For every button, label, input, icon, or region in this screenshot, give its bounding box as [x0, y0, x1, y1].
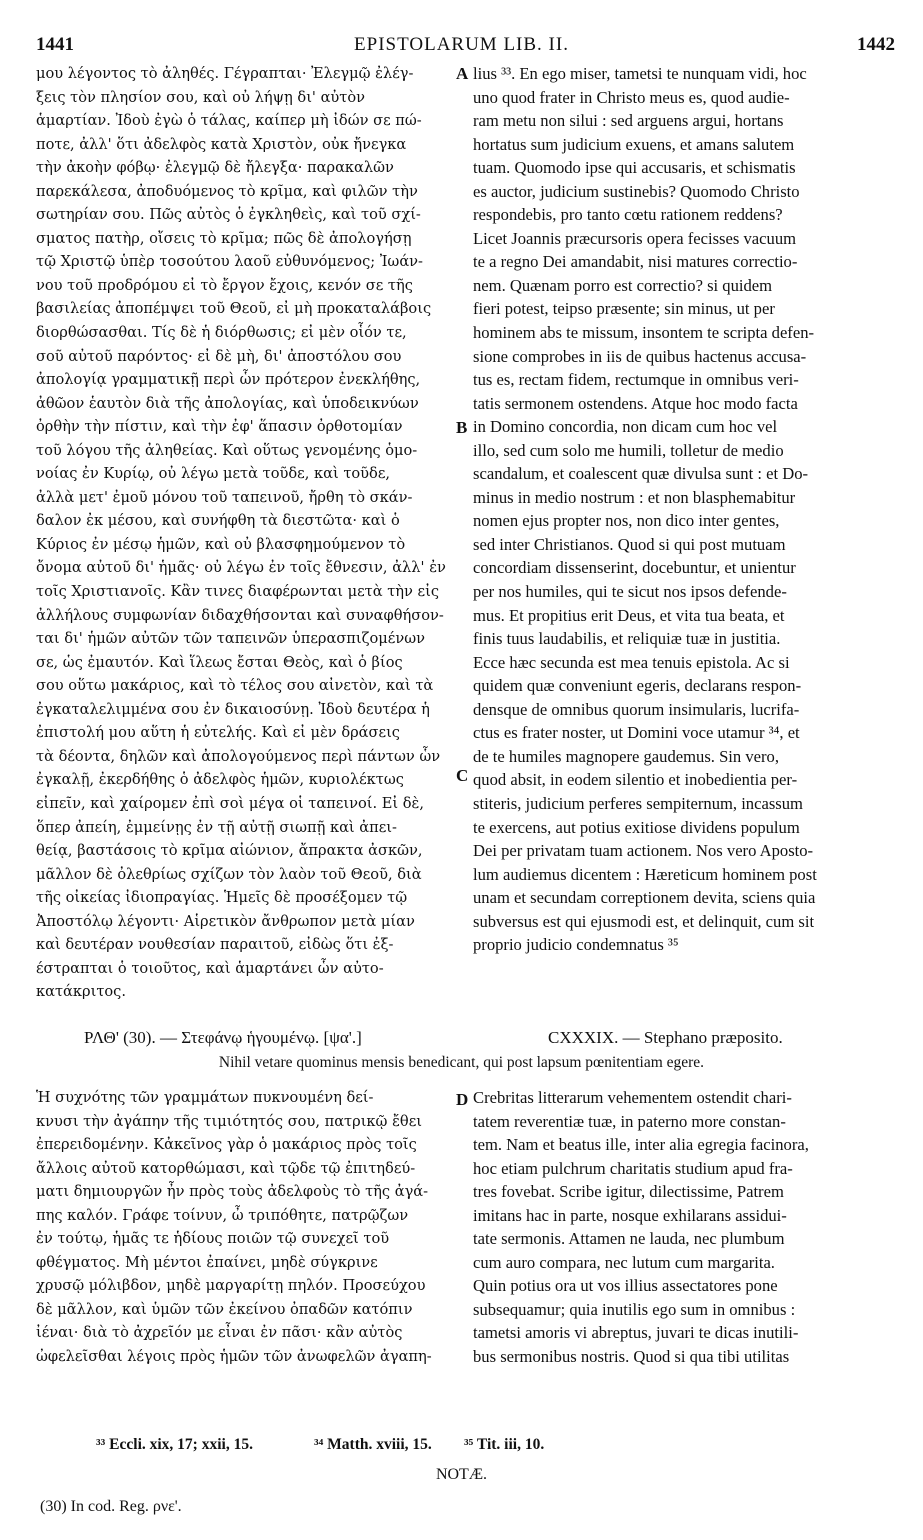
latin-text-line: quidem quæ conveniunt egeris, declarans respon- — [473, 676, 802, 696]
greek-text-line: ἐπερειδομένην. Κἀκεῖνος γὰρ ὁ μακάριος πρὸς τοῖς — [36, 1136, 417, 1154]
right-page-number: 1442 — [857, 34, 895, 55]
greek-text-line: ἀλλὰ μετ' ἐμοῦ μόνου τοῦ ταπεινοῦ, ἤρθη τὸ σκάν- — [36, 488, 413, 506]
latin-text-line: uno quod frater in Christo meus es, quod audie- — [473, 87, 790, 107]
lower-greek-column — [36, 1086, 454, 1369]
latin-text-line: quod absit, in eodem silentio et inobedientia per- — [473, 770, 798, 790]
greek-text-line: νου τοῦ προδρόμου εἰ τὸ ἔργον ἔχοις, κενόν σε τῆς — [36, 276, 413, 294]
lower-latin-column — [473, 1086, 891, 1369]
latin-text-line: tatis sermonem ostendens. Atque hoc modo facta — [473, 393, 798, 413]
latin-text-line: stiteris, judicium perferes sempiternum, incassum — [473, 793, 803, 813]
margin-marker-a: A — [456, 64, 469, 83]
latin-text-line: concordiam dissenserint, docebuntur, et unientur — [473, 558, 796, 578]
greek-text-line: τοῖς Χριστιανοῖς. Κἂν τινες διαφέρωνται μετὰ τὴν εἰς — [36, 583, 440, 601]
latin-text-line: tus es, rectam fidem, rectumque in omnibus veri- — [473, 370, 799, 390]
greek-text-line: τῷ Χριστῷ ὑπὲρ τοσούτου λαοῦ εὐθυνόμενος; Ἰωάν- — [36, 253, 423, 271]
greek-text-line: ξεις τὸν πλησίον σου, καὶ οὐ λήψῃ δι' αὐτὸν — [36, 88, 366, 106]
greek-text-line: ὄνομα αὐτοῦ δι' ἡμᾶς· οὐ λέγω ἐν τοῖς ἔθνεσιν, ἀλλ' ἐν — [36, 559, 446, 577]
greek-text-line: ἀπολογίᾳ γραμματικῇ περὶ ὧν πρότερον ἐνεκλήθης, — [36, 371, 421, 389]
latin-text-line: minus in medio nostrum : et non blasphemabitur — [473, 487, 796, 507]
greek-text-line: ὀρθὴν τὴν πίστιν, καὶ τὴν ἐφ' ἅπασιν ὀρθοτομίαν — [36, 418, 403, 436]
greek-text-line: ἐγκαλῇ, ἐκερδήθης ὁ ἀδελφὸς ἡμῶν, κυριολέκτως — [36, 771, 404, 789]
latin-text-line: sione comprobes in iis de quibus hactenus accusa- — [473, 346, 807, 366]
greek-text-line: φθέγματος. Μὴ μέντοι ἐπαίνει, μηδὲ σύγκρινε — [36, 1253, 378, 1271]
latin-text-line: te a regno Dei amandabit, nisi matures correctio- — [473, 252, 798, 272]
latin-text-line: Dei per privatam tuam actionem. Nos vero Aposto- — [473, 841, 814, 861]
greek-text-line: βασιλείας ἀποπέμψει τοῦ Θεοῦ, εἰ μὴ προκαταλάβοις — [36, 300, 432, 318]
greek-text-line: εἰπεῖν, καὶ χαίρομεν ἐπὶ σοὶ μέγα οἱ ταπεινοί. Εἰ δὲ, — [36, 794, 425, 812]
footnote-35: ³⁵ Tit. iii, 10. — [464, 1436, 545, 1453]
greek-text-line: ἄλλοις αὐτοῦ κατορθώμασι, καὶ τῷδε τῷ ἐπιτηδεύ- — [36, 1159, 416, 1177]
greek-text-line: ἐγκαταλελιμμένα σου ἐν δικαιοσύνῃ. Ἰδοὺ δευτέρα ἡ — [36, 700, 430, 718]
latin-text-line: subversus est qui ejusmodi est, et delinquit, cum sit — [473, 911, 815, 931]
latin-text-line: per nos humiles, qui te sicut nos ipsos defende- — [473, 582, 787, 602]
latin-text-line: densque de omnibus quorum insimularis, lucrifa- — [473, 699, 800, 719]
greek-text-line: κατάκριτος. — [36, 983, 126, 1001]
greek-text-line: ποτε, ἀλλ' ὅτι ἀδελφὸς κατὰ Χριστὸν, οὐκ ἤνεγκα — [36, 135, 407, 153]
greek-text-line: ἀλλήλους συμφωνίαν διδαχθήσονται καὶ συναφθήσον- — [36, 606, 444, 624]
greek-text-line: ἰέναι· διὰ τὸ ἀχρεῖόν με εἶναι ἐν πᾶσι· κἂν αὐτὸς — [36, 1324, 403, 1342]
greek-text-line: τὰ δέοντα, δηλῶν καὶ ἀπολογούμενος περὶ πάντων ὧν — [36, 747, 441, 765]
latin-text-line: hominem abs te missum, insontem te scripta defen- — [473, 323, 815, 343]
latin-text-line: in Domino concordia, non dicam cum hoc vel — [473, 417, 778, 437]
footnote-33: ³³ Eccli. xix, 17; xxii, 15. — [96, 1436, 253, 1453]
latin-text-line: mus. Et propitius erit Deus, et vita tua beata, et — [473, 605, 785, 625]
greek-text-line: ται δι' ἡμῶν αὐτῶν τῶν ταπεινῶν ὑπερασπιζομένων — [36, 630, 425, 648]
latin-text-line: imitans hac in parte, nosque exhilarans assidui- — [473, 1205, 787, 1225]
latin-text-line: sed inter Christianos. Quod si qui post mutuam — [473, 534, 786, 554]
running-title: EPISTOLARUM LIB. II. — [354, 34, 569, 55]
latin-text-line: unam et secundam correptionem devita, sciens quia — [473, 888, 816, 908]
latin-text-line: scandalum, et coalescent quæ divulsa sunt : et Do- — [473, 464, 809, 484]
latin-text-line: proprio judicio condemnatus ³⁵ — [473, 935, 679, 955]
greek-text-line: ἐπιστολή μου αὕτη ἡ εὐτελής. Καὶ εἰ μὲν δράσεις — [36, 724, 400, 742]
margin-marker-d: D — [456, 1090, 469, 1109]
greek-text-line: δὲ μᾶλλον, καὶ ὑμῶν τῶν ἐκείνου ὀπαδῶν κατόπιν — [36, 1300, 413, 1318]
latin-text-line: tres fovebat. Scribe igitur, dilectissime, Patrem — [473, 1182, 784, 1202]
latin-text-line: Licet Joannis præcursoris opera fecisses vacuum — [473, 228, 797, 248]
margin-marker-c: C — [456, 766, 469, 785]
greek-text-line: πης καλόν. Γράφε τοίνυν, ὦ τριπόθητε, πατρῷζων — [36, 1206, 409, 1224]
greek-text-line: μου λέγοντος τὸ ἀληθές. Γέγραπται· Ἐλεγμῷ ἐλέγ- — [36, 65, 414, 82]
greek-text-line: Ἀποστόλῳ λέγοντι· Αἱρετικὸν ἄνθρωπον μετὰ μίαν — [36, 912, 415, 930]
latin-text-line: tem. Nam et beatus ille, inter alia egregia facinora, — [473, 1135, 809, 1155]
greek-text-line: σματος πατὴρ, οἴσεις τὸ κρῖμα; πῶς δὲ ἀπολογήσῃ — [36, 229, 412, 247]
greek-text-line: τὴν ἀκοὴν φόβῳ· ἐλεγμῷ δὲ ἤλεγξα· παρακαλῶν — [36, 159, 394, 177]
greek-text-line: σωτηρίαν σου. Πῶς αὐτὸς ὁ ἐγκληθεὶς, καὶ τοῦ σχί- — [36, 206, 421, 224]
latin-text-line: es auctor, judicium sustinebis? Quomodo Christo — [473, 181, 800, 201]
latin-text-line: te exercens, aut potius exitiose dividens populum — [473, 817, 800, 837]
left-page-number: 1441 — [36, 34, 74, 55]
greek-text-line: δαλον ἐκ μέσου, καὶ συνήφθη τὰ διεστῶτα· καὶ ὁ — [36, 512, 400, 530]
greek-text-line: χρυσῷ μόλιβδον, μηδὲ μαργαρίτῃ πηλόν. Προσεύχου — [36, 1277, 426, 1295]
latin-text-line: ctus es frater noster, ut Domini voce utamur ³⁴, et — [473, 723, 800, 743]
footnote-34: ³⁴ Matth. xviii, 15. — [314, 1436, 432, 1453]
letter-summary: Nihil vetare quominus mensis benedicant, qui post lapsum pœnitentiam egere. — [218, 1054, 705, 1071]
latin-text-line: ram metu non silui : sed arguens argui, hortans — [473, 111, 784, 131]
greek-text-line: σοῦ αὐτοῦ παρόντος· εἰ δὲ μὴ, δι' ἀποστόλου σου — [36, 347, 402, 365]
page-header — [0, 34, 923, 58]
latin-letter-title: CXXXIX. — Stephano præposito. — [548, 1028, 783, 1047]
latin-text-line: de te humiles magnopere gaudemus. Sin vero, — [473, 746, 779, 766]
greek-text-line: τῆς οἰκείας ἰδιοπραγίας. Ἡμεῖς δὲ προσέξομεν τῷ — [36, 889, 408, 907]
latin-text-line: subsequamur; quia inutilis ego sum in omnibus : — [473, 1299, 796, 1319]
latin-text-line: tametsi amoris vi abreptus, juvari te dicas inutili- — [473, 1323, 799, 1343]
greek-text-line: παρεκάλεσα, ἀποδυόμενος τὸ κρῖμα, καὶ φιλῶν τὴν — [36, 182, 418, 200]
latin-text-line: nomen ejus propter nos, non dico inter gentes, — [473, 511, 780, 531]
latin-text-line: illo, sed cum solo me humili, tolletur de medio — [473, 440, 784, 460]
latin-text-line: lum audiemus dicentem : Hæreticum hominem post — [473, 864, 817, 884]
footnotes — [96, 1436, 916, 1462]
notae-heading: NOTÆ. — [435, 1466, 488, 1483]
greek-text-line: ματι δημιουργῶν ἦν πρὸς τοὺς ἀδελφοὺς τὸ τῆς ἀγά- — [36, 1183, 429, 1201]
latin-text-line: cum auro compara, nec lutum cum margarita. — [473, 1252, 775, 1272]
greek-text-line: σε, ὡς ἐμαυτόν. Καὶ ἵλεως ἔσται Θεὸς, καὶ ὁ βίος — [36, 653, 403, 671]
greek-text-line: ἐν τούτῳ, ἡμᾶς τε ἡδίους ποιῶν τῷ συνεχεῖ τοῦ — [36, 1230, 390, 1248]
latin-text-line: tate sermonis. Attamen ne lauda, nec plumbum — [473, 1229, 785, 1249]
latin-text-line: hoc etiam pulchrum charitatis studium apud fra- — [473, 1158, 793, 1178]
upper-latin-column — [473, 62, 891, 957]
greek-text-line: ὅπερ ἀπείη, ἐμμείνῃς ἐν τῇ αὐτῇ σιωπῇ καὶ ἀπει- — [36, 818, 397, 836]
latin-text-line: bus sermonibus nostris. Quod si qua tibi utilitas — [473, 1347, 790, 1367]
greek-text-line: έστραπται ὁ τοιοῦτος, καὶ ἁμαρτάνει ὧν αὐτο- — [36, 959, 384, 977]
greek-letter-title: ΡΛΘ' (30). — Στεφάνῳ ἡγουμένῳ. [ψα'.] — [84, 1028, 362, 1047]
greek-text-line: τοῦ λόγου τῆς ἀληθείας. Καὶ οὕτως γενομένης ὁμο- — [36, 441, 418, 459]
greek-text-line: θείᾳ, βαστάσοις τὸ κρῖμα αἰώνιον, ἄπρακτα ἀσκῶν, — [36, 842, 423, 860]
latin-text-line: hortatus sum judicium exuens, et amans salutem — [473, 134, 795, 154]
greek-text-line: Ἡ συχνότης τῶν γραμμάτων πυκνουμένη δεί- — [36, 1089, 374, 1106]
greek-text-line: ἀθῶον ἑαυτὸν διὰ τῆς ἀπολογίας, καὶ ὑποδεικνύων — [36, 394, 419, 412]
greek-text-line: ὠφελεῖσθαι λέγοις πρὸς ἡμῶν τῶν ἀνωφελῶν ἀγαπη- — [36, 1348, 432, 1366]
latin-text-line: tuam. Quomodo ipse qui accusaris, et schismatis — [473, 158, 796, 178]
latin-text-line: Crebritas litterarum vehementem ostendit chari- — [473, 1088, 792, 1107]
upper-greek-column — [36, 62, 454, 1004]
greek-text-line: σου οὕτω μακάριος, καὶ τὸ τέλος σου αἰνετὸν, καὶ τὰ — [36, 677, 434, 695]
latin-text-line: Quin potius ora ut vos illius assectatores pone — [473, 1276, 778, 1296]
latin-text-line: tatem reverentiæ tuæ, in paterno more constan- — [473, 1111, 786, 1131]
greek-text-line: διορθώσασθαι. Τίς δὲ ἡ διόρθωσις; εἰ μὲν οἷόν τε, — [36, 324, 407, 342]
latin-text-line: fieri potest, teipso præsente; sin minus, ut per — [473, 299, 775, 319]
latin-text-line: finis tuus laudabilis, et reliquiæ tuæ in justitia. — [473, 629, 781, 649]
greek-text-line: μᾶλλον δὲ ὀλεθρίως σχίζων τὸν λαὸν τοῦ Θεοῦ, διὰ — [36, 865, 422, 883]
latin-text-line: lius ³³. En ego miser, tametsi te nunquam vidi, hoc — [473, 64, 807, 83]
greek-text-line: νοίας ἐν Κυρίῳ, οὐ λέγω μετὰ τοῦδε, καὶ τοῦδε, — [36, 465, 391, 483]
greek-text-line: Κύριος ἐν μέσῳ ἡμῶν, καὶ οὐ βλασφημούμενον τὸ — [36, 535, 406, 553]
margin-marker-b: B — [456, 418, 468, 437]
greek-text-line: καὶ δευτέραν νουθεσίαν παραιτοῦ, εἰδὼς ὅτι ἐξ- — [36, 936, 394, 954]
manuscript-note: (30) In cod. Reg. ρνε'. — [40, 1498, 182, 1515]
latin-text-line: respondebis, pro tanto cœtu rationem reddens? — [473, 205, 783, 225]
greek-text-line: κνυσι τὴν ἀγάπην τῆς τιμιότητός σου, πατρικῷ ἔθει — [36, 1112, 422, 1130]
latin-text-line: Ecce hæc secunda est mea tenuis epistola. Ac si — [473, 652, 790, 672]
greek-text-line: ἁμαρτίαν. Ἰδοὺ ἐγὼ ὁ τάλας, καίπερ μὴ ἰδών σε πώ- — [36, 112, 422, 130]
latin-text-line: nem. Quænam porro est correctio? si quidem — [473, 275, 773, 295]
